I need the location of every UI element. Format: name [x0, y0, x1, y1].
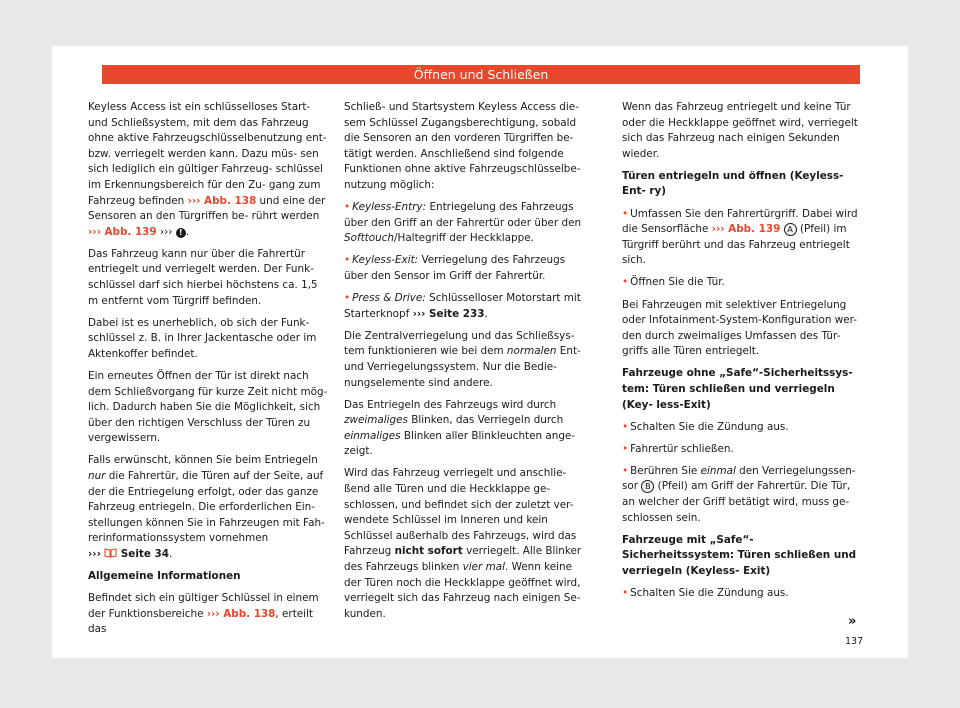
paragraph: Dabei ist es unerheblich, ob sich der Funk- schlüssel z. B. in Ihrer Jackentasche oder im Aktenkoffer befindet. [88, 316, 317, 360]
paragraph: Bei Fahrzeugen mit selektiver Entriegelung oder Infotainment-System-Konfiguration wer- den durch zweimaliges Umfassen des Tür- griffs alle Türen entriegelt. [622, 298, 857, 358]
figure-ref-link[interactable]: ››› Abb. 138 [187, 194, 257, 207]
bullet-icon: • [622, 587, 629, 600]
paragraph: Keyless Access ist ein schlüsselloses Start- und Schließsystem, mit dem das Fahrzeug ohne aktive Fahrzeugschlüsselbenutzung ent- bzw. verriegelt werden kann. Dazu müs- sen sich lediglich ein gültiger Fahrzeug- schlüssel im Erkennungsbereich für den Zu- gang zum Fahrzeug befinden ››› Abb. 138 und eine der Sensoren an den Türgriffen be- rührt werden ››› Abb. 139 ››› ! . [88, 101, 327, 238]
text-column-3 [622, 100, 863, 608]
manual-page [52, 46, 908, 658]
bullet-item: • Keyless-Entry: Entriegelung des Fahrzeugs über den Griff an der Fahrertür oder über den Softtouch/Haltegriff der Heckklappe. [344, 201, 582, 245]
paragraph: Wenn das Fahrzeug entriegelt und keine Tür oder die Heckklappe geöffnet wird, verriegelt sich das Fahrzeug nach einigen Sekunden wieder. [622, 101, 858, 160]
subheading: Fahrzeuge mit „Safe“-Sicherheitssystem: Türen schließen und verriegeln (Keyless- Exit) [622, 533, 857, 577]
paragraph: Die Zentralverriegelung und das Schließsys- tem funktionieren wie bei dem normalen Ent- und Verriegelungssystem. Nur die Bedie- nungselemente sind andere. [344, 329, 581, 389]
paragraph: Ein erneutes Öffnen der Tür ist direkt nach dem Schließvorgang für kurze Zeit nicht mög- lich. Dadurch haben Sie die Möglichkeit, sich über den richtigen Verschluss der Türen zu vergewissern. [88, 370, 328, 445]
bullet-item: • Berühren Sie einmal den Verriegelungssen- sor B (Pfeil) am Griff der Fahrertür. Die Tür, an welcher der Griff betätigt wird, muss ge- schlossen sein. [622, 464, 856, 524]
text-column-1 [88, 100, 328, 645]
continue-arrow-icon: » [848, 614, 857, 629]
bullet-icon: • [344, 292, 351, 305]
figure-ref-link[interactable]: ››› Abb. 139 [88, 225, 157, 238]
bullet-icon: • [622, 420, 629, 433]
callout-label-b: B [641, 480, 654, 493]
figure-ref-link[interactable]: ››› Abb. 139 [711, 223, 781, 236]
page-number: 137 [845, 636, 864, 647]
paragraph: Das Fahrzeug kann nur über die Fahrertür entriegelt und verriegelt werden. Der Funk- schlüssel darf sich hierbei höchstens ca. 1,5 m entfernt vom Türgriff befinden. [88, 247, 318, 307]
subheading: Türen entriegeln und öffnen (Keyless-Ent- ry) [622, 169, 844, 198]
subheading: Fahrzeuge ohne „Safe“-Sicherheitssys- tem: Türen schließen und verriegeln (Key- less-Exit) [622, 367, 853, 411]
bullet-item: • Umfassen Sie den Fahrertürgriff. Dabei wird die Sensorfläche ››› Abb. 139 A (Pfeil) im Türgriff berührt und das Fahrzeug entriegelt sich. [622, 207, 858, 267]
bullet-icon: • [622, 207, 629, 220]
bullet-item: • Keyless-Exit: Verriegelung des Fahrzeugs über den Sensor im Griff der Fahrertür. [344, 254, 566, 282]
warning-circle-icon[interactable]: ! [176, 228, 186, 238]
bullet-item: • Schalten Sie die Zündung aus. [622, 587, 789, 600]
bullet-item: • Öffnen Sie die Tür. [622, 276, 725, 289]
bullet-item: • Schalten Sie die Zündung aus. [622, 420, 789, 433]
bullet-icon: • [622, 276, 629, 289]
callout-label-a: A [784, 223, 797, 236]
section-header: Öffnen und Schließen [102, 65, 860, 84]
paragraph: Schließ- und Startsystem Keyless Access die- sem Schlüssel Zugangsberechtigung, sobald die Sensoren an den vorderen Türgriffen be- tätigt werden. Anschließend sind folgende Funktionen ohne aktive Fahrzeugschlüsselbe- nutzung möglich: [344, 101, 581, 191]
paragraph: Wird das Fahrzeug verriegelt und anschlie- ßend alle Türen und die Heckklappe ge- schlossen, und befindet sich der zuletzt ver- wendete Schlüssel im Inneren und kein Schlüssel außerhalb des Fahrzeugs, wird das Fahrzeug nicht sofort verriegelt. Alle Blinker des Fahrzeugs blinken vier mal. Wenn keine der Türen noch die Heckklappe geöffnet wird, verriegelt sich das Fahrzeug nach einigen Se- kunden. [344, 467, 582, 620]
bullet-icon: • [622, 464, 629, 477]
bullet-icon: • [622, 442, 629, 455]
bullet-icon: • [344, 254, 351, 267]
text-column-2 [344, 100, 592, 629]
bullet-icon: • [344, 201, 351, 214]
subheading: Allgemeine Informationen [88, 570, 241, 583]
book-icon [104, 548, 117, 558]
bullet-item: • Fahrertür schließen. [622, 442, 734, 455]
page-ref-link[interactable]: ››› Seite 233 [412, 307, 485, 320]
paragraph: Falls erwünscht, können Sie beim Entriegeln nur die Fahrertür, die Türen auf der Seite, auf der die Entriegelung erfolgt, oder das ganze Fahrzeug entriegeln. Die erforderlichen Ein- stellungen können Sie in Fahrzeugen mit Fah- rerinformationssystem vornehmen ››› Seite 34. [88, 454, 325, 561]
bullet-item: • Press & Drive: Schlüsselloser Motorstart mit Starterknopf ››› Seite 233. [344, 292, 581, 320]
figure-ref-link[interactable]: ››› Abb. 138 [206, 607, 276, 620]
paragraph: Befindet sich ein gültiger Schlüssel in einem der Funktionsbereiche ››› Abb. 138, erteilt das [88, 592, 319, 636]
page-ref-link[interactable]: Seite 34 [117, 548, 169, 561]
paragraph: Das Entriegeln des Fahrzeugs wird durch zweimaliges Blinken, das Verriegeln durch einmaliges Blinken aller Blinkleuchten ange- zeigt. [344, 398, 576, 458]
